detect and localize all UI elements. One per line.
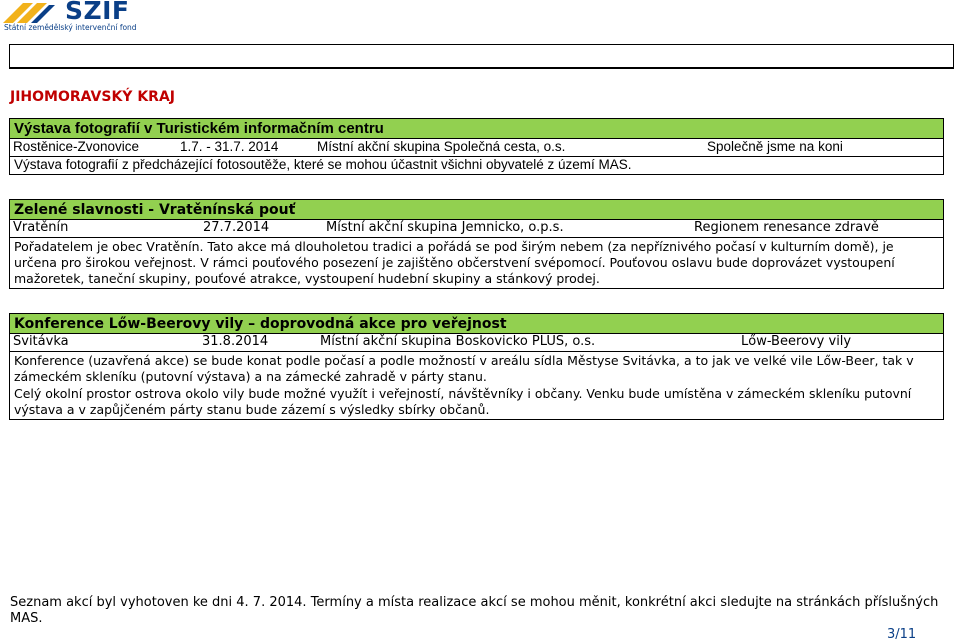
event-place: Rostěnice-Zvonovice — [13, 139, 140, 154]
event-card — [9, 199, 944, 289]
event-description-2: Celý okolní prostor ostrova okolo vily bude možné využít i veřejností, návštěvníky i občany. Venku bude umístěna v zámeckém skleníku putovní výstava a v zapůjčeném párty stanu bude zázemí s výsledky sbírky občanů. — [14, 386, 912, 417]
region-heading: JIHOMORAVSKÝ KRAJ — [10, 89, 175, 105]
logo-name: SZIF — [65, 0, 130, 25]
event-meta — [10, 220, 943, 238]
event-title: Konference Lőw-Beerovy vily – doprovodná akce pro veřejnost — [10, 314, 943, 334]
event-description: Výstava fotografií z předcházející fotosoutěže, které se mohou účastnit všichni obyvatelé z území MAS. — [14, 157, 632, 172]
event-place: Vratěnín — [13, 220, 69, 235]
event-organizer: Místní akční skupina Boskovicko PLUS, o.s. — [320, 334, 596, 349]
event-card — [9, 313, 944, 420]
event-description: Konference (uzavřená akce) se bude konat podle počasí a podle možností v areálu sídla Městyse Svitávka, a to jak ve velké vile Lőw-Beer, tak v zámeckém skleníku (putovní výstava) a na zámecké zahradě v párty stanu. — [14, 353, 914, 384]
event-date: 31.8.2014 — [202, 334, 269, 349]
event-organizer: Místní akční skupina Společná cesta, o.s. — [317, 139, 566, 154]
logo-subtitle: Státní zemědělský intervenční fond — [4, 23, 137, 32]
event-description: Pořadatelem je obec Vratěnín. Tato akce má dlouholetou tradici a pořádá se pod širým nebem (za nepříznivého počasí v kulturním domě), je určena pro širokou veřejnost. V rámci pouťového posezení je zajištěno občerstvení svépomocí. Pouťovou oslavu bude doprovázet vystoupení mažoretek, taneční skupiny, pouťové atrakce, vystoupení hudební skupiny a stánkový prodej. — [14, 239, 895, 286]
event-date: 27.7.2014 — [203, 220, 270, 235]
event-title: Výstava fotografií v Turistickém informačním centru — [10, 119, 943, 139]
event-date: 1.7. - 31.7. 2014 — [180, 139, 279, 154]
event-title: Zelené slavnosti - Vratěnínská pouť — [10, 200, 943, 220]
footer-note: Seznam akcí byl vyhotoven ke dni 4. 7. 2014. Termíny a místa realizace akcí se mohou měnit, konkrétní akci sledujte na stránkách příslušných MAS. — [10, 595, 939, 626]
header-box — [9, 44, 954, 69]
szif-logo-mark-icon — [3, 1, 57, 23]
event-project: Společně jsme na koni — [707, 139, 843, 154]
event-place: Svitávka — [13, 334, 69, 349]
event-project: Regionem renesance zdravě — [694, 220, 879, 235]
event-meta — [10, 334, 943, 352]
event-project: Lőw-Beerovy vily — [741, 334, 852, 349]
page-number: 3/11 — [887, 627, 917, 642]
szif-logo — [3, 0, 137, 36]
event-card — [9, 118, 944, 175]
event-organizer: Místní akční skupina Jemnicko, o.p.s. — [326, 220, 564, 235]
event-meta — [10, 139, 943, 157]
